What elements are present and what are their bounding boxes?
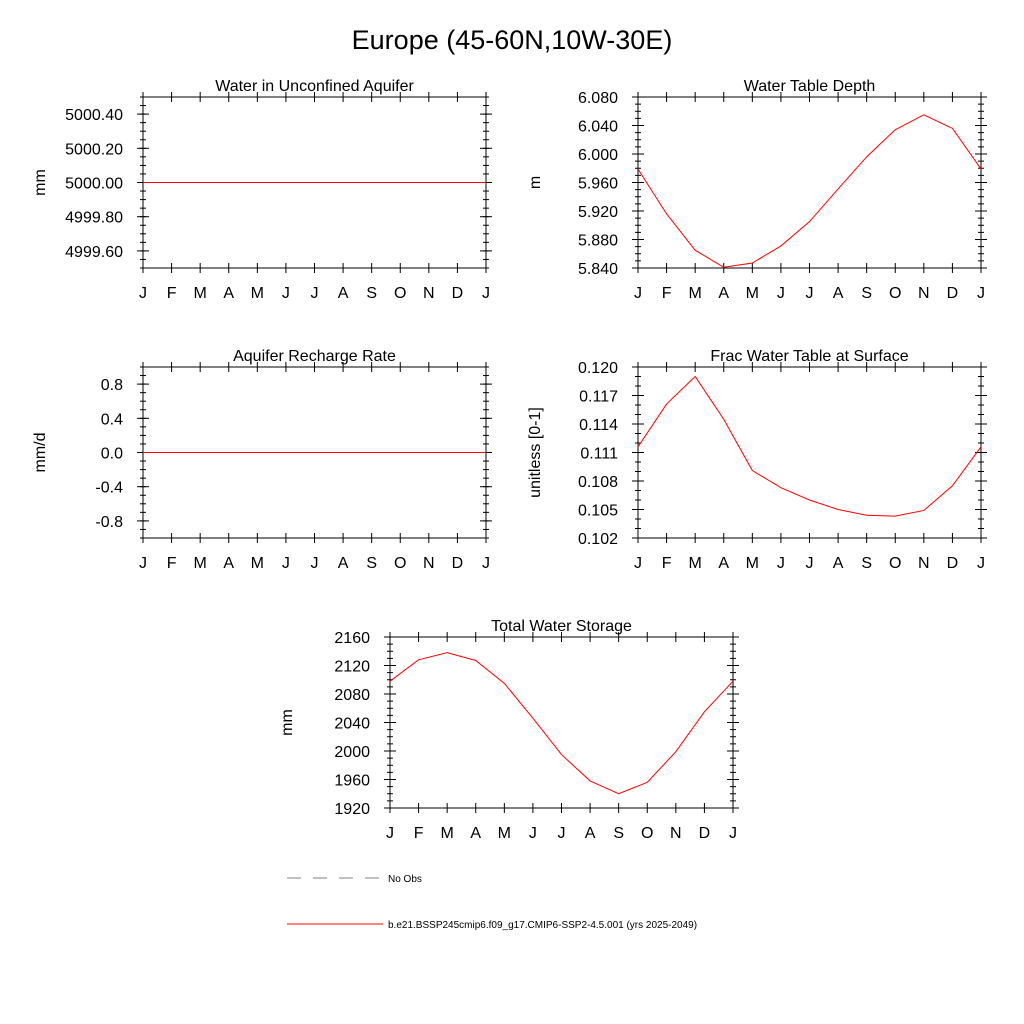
x-tick-label: J — [805, 555, 814, 572]
y-tick-label: 5.880 — [577, 232, 618, 250]
y-tick-label: 6.080 — [577, 90, 618, 107]
x-tick-label: A — [223, 555, 235, 572]
x-tick-label: A — [470, 825, 482, 842]
x-tick-label: M — [193, 285, 207, 302]
y-tick-label: 5000.00 — [65, 175, 123, 193]
x-tick-label: J — [310, 285, 319, 302]
series-line — [638, 115, 981, 267]
panel-total-water-storage — [279, 618, 739, 842]
panel-title: Aquifer Recharge Rate — [233, 348, 396, 365]
panel-title: Water in Unconfined Aquifer — [215, 78, 414, 95]
y-axis-label: mm — [279, 709, 296, 736]
y-tick-label: 4999.80 — [65, 209, 123, 227]
x-tick-label: S — [861, 555, 873, 572]
x-tick-label: J — [977, 555, 985, 572]
panel-title: Water Table Depth — [743, 78, 876, 95]
x-tick-label: M — [745, 285, 759, 302]
x-tick-label: A — [337, 555, 349, 572]
x-tick-label: A — [718, 285, 730, 302]
x-tick-label: J — [634, 555, 642, 572]
x-tick-label: O — [641, 825, 654, 842]
x-tick-label: M — [440, 825, 454, 842]
x-tick-label: A — [832, 555, 844, 572]
x-tick-label: J — [634, 285, 642, 302]
x-tick-label: F — [413, 825, 424, 842]
y-tick-label: 5000.20 — [65, 141, 123, 159]
y-tick-label: 6.000 — [577, 147, 618, 164]
x-tick-label: J — [776, 555, 785, 572]
x-tick-label: S — [861, 285, 873, 302]
x-tick-label: J — [139, 555, 147, 572]
y-tick-label: 0.102 — [577, 531, 618, 548]
panel-frac-water-table — [527, 348, 987, 572]
x-tick-label: M — [745, 555, 759, 572]
y-tick-label: 0.4 — [100, 411, 123, 429]
x-tick-label: J — [482, 555, 490, 572]
y-tick-label: 2160 — [334, 630, 370, 647]
series-line — [390, 653, 733, 794]
x-tick-label: J — [281, 555, 290, 572]
x-tick-label: F — [166, 555, 177, 572]
y-tick-label: 2120 — [334, 658, 370, 676]
x-tick-label: O — [394, 555, 407, 572]
x-tick-label: A — [718, 555, 730, 572]
panels — [32, 78, 987, 842]
y-tick-label: 2080 — [334, 687, 370, 704]
y-tick-label: 0.111 — [580, 445, 618, 463]
x-tick-label: S — [613, 825, 625, 842]
y-tick-label: 0.120 — [577, 360, 618, 377]
y-tick-label: 4999.60 — [65, 243, 123, 261]
series-line — [638, 377, 981, 517]
x-tick-label: M — [250, 285, 264, 302]
x-tick-label: J — [139, 285, 147, 302]
plot-frame — [638, 367, 981, 538]
x-tick-label: J — [386, 825, 394, 842]
x-tick-label: J — [977, 285, 985, 302]
legend-model-label: b.e21.BSSP245cmip6.f09_g17.CMIP6-SSP2-4.5.001 (yrs 2025-2049) — [388, 920, 698, 931]
x-tick-label: N — [423, 285, 435, 302]
x-tick-label: J — [729, 825, 737, 842]
y-tick-label: 0.108 — [577, 474, 618, 491]
x-tick-label: S — [366, 285, 378, 302]
x-tick-label: O — [889, 285, 902, 302]
x-tick-label: M — [688, 285, 702, 302]
x-tick-label: J — [482, 285, 490, 302]
y-tick-label: 5.920 — [577, 204, 618, 221]
x-tick-label: A — [223, 285, 235, 302]
figure-title: Europe (45-60N,10W-30E) — [351, 25, 673, 55]
x-tick-label: N — [670, 825, 682, 842]
y-tick-label: -0.8 — [95, 513, 123, 531]
x-tick-label: J — [557, 825, 566, 842]
x-tick-label: J — [310, 555, 319, 572]
x-tick-label: M — [497, 825, 511, 842]
x-tick-label: D — [451, 285, 464, 302]
panel-water-table-depth — [527, 78, 987, 302]
x-tick-label: D — [451, 555, 464, 572]
x-tick-label: A — [584, 825, 596, 842]
y-tick-label: 1920 — [334, 801, 370, 818]
x-tick-label: F — [661, 555, 672, 572]
y-axis-label: mm — [32, 169, 49, 196]
x-tick-label: J — [776, 285, 785, 302]
y-tick-label: 5.840 — [577, 261, 618, 278]
x-tick-label: M — [688, 555, 702, 572]
panel-title: Total Water Storage — [491, 618, 632, 635]
x-tick-label: O — [889, 555, 902, 572]
y-tick-label: 0.114 — [579, 417, 618, 434]
x-tick-label: N — [423, 555, 435, 572]
x-tick-label: M — [250, 555, 264, 572]
y-tick-label: 0.105 — [577, 502, 618, 520]
x-tick-label: A — [832, 285, 844, 302]
y-axis-label: mm/d — [32, 432, 49, 473]
x-tick-label: J — [805, 285, 814, 302]
x-tick-label: N — [918, 555, 930, 572]
x-tick-label: D — [698, 825, 711, 842]
y-tick-label: 2000 — [334, 744, 370, 761]
legend-obs-label: No Obs — [388, 874, 422, 885]
plot-frame — [390, 637, 733, 808]
x-tick-label: S — [366, 555, 378, 572]
legend — [287, 874, 697, 931]
y-tick-label: 5000.40 — [65, 107, 123, 125]
y-tick-label: 0.0 — [100, 445, 123, 463]
x-tick-label: J — [281, 285, 290, 302]
y-axis-label: m — [527, 175, 544, 190]
x-tick-label: F — [166, 285, 177, 302]
y-tick-label: 1960 — [334, 772, 370, 790]
y-tick-label: 5.960 — [577, 175, 618, 193]
panel-title: Frac Water Table at Surface — [710, 348, 909, 365]
y-tick-label: 0.117 — [579, 388, 618, 406]
panel-unconfined-aquifer — [32, 78, 492, 302]
panel-recharge-rate — [32, 348, 492, 572]
x-tick-label: D — [946, 285, 959, 302]
x-tick-label: D — [946, 555, 959, 572]
y-tick-label: 0.8 — [100, 377, 123, 395]
x-tick-label: M — [193, 555, 207, 572]
y-tick-label: -0.4 — [95, 479, 123, 497]
x-tick-label: N — [918, 285, 930, 302]
y-tick-label: 6.040 — [577, 118, 618, 136]
x-tick-label: F — [661, 285, 672, 302]
x-tick-label: J — [528, 825, 537, 842]
y-tick-label: 2040 — [334, 715, 370, 733]
x-tick-label: A — [337, 285, 349, 302]
y-axis-label: unitless [0-1] — [527, 407, 544, 498]
x-tick-label: O — [394, 285, 407, 302]
